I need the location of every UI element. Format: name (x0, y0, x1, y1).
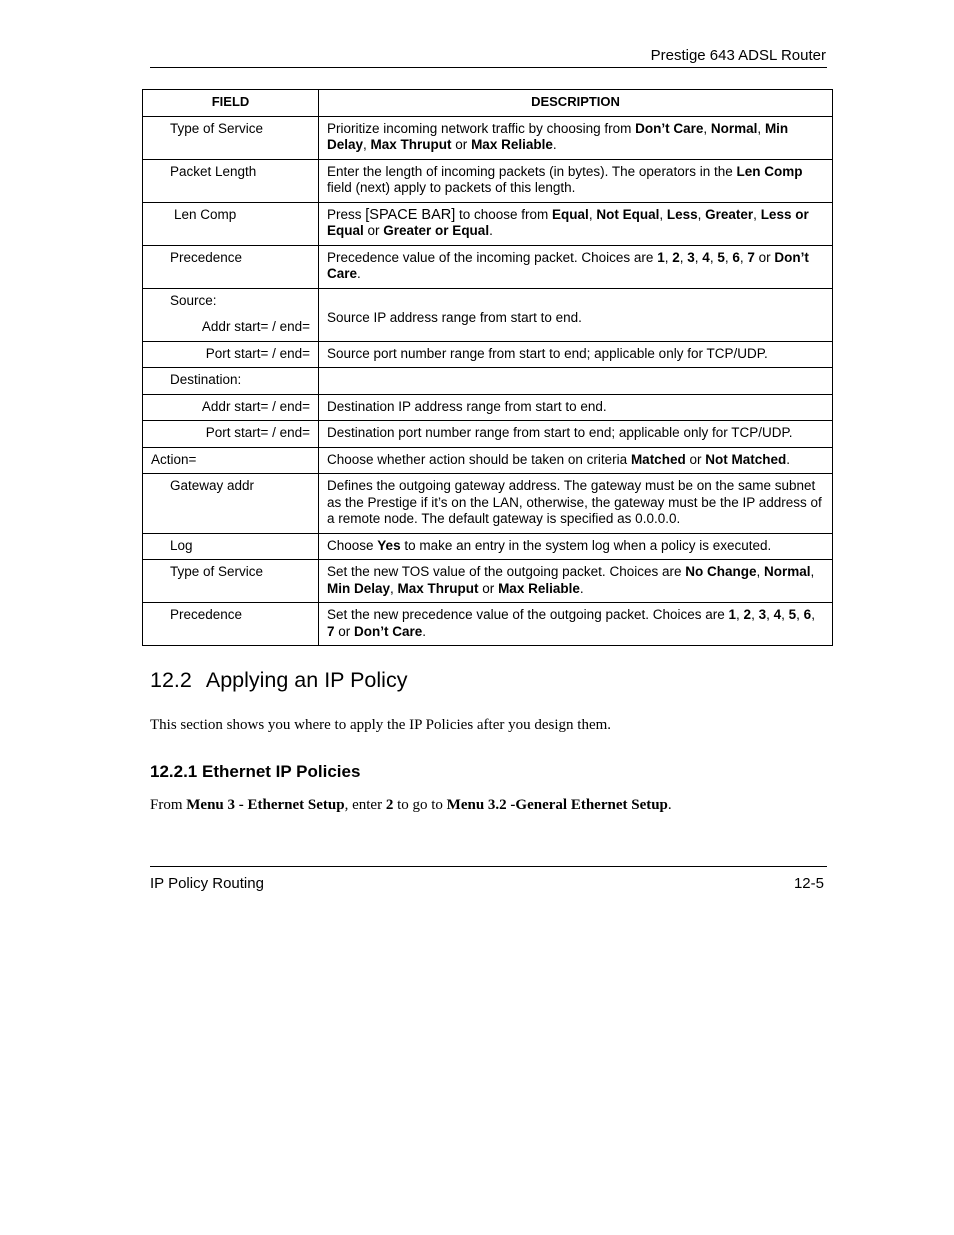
field-description: Enter the length of incoming packets (in bytes). The operators in the Len Comp field (next) apply to packets of this length. (319, 159, 833, 202)
table-row (143, 341, 833, 368)
field-description: Precedence value of the incoming packet. Choices are 1, 2, 3, 4, 5, 6, 7 or Don’t Care. (319, 245, 833, 288)
subsection-heading: 12.2.1 Ethernet IP Policies (150, 762, 361, 781)
field-description-table (142, 89, 833, 646)
section-title: Applying an IP Policy (205, 668, 408, 692)
field-name: Type of Service (170, 120, 264, 136)
table-row (143, 116, 833, 159)
section-heading (150, 668, 407, 693)
header-divider (150, 67, 827, 68)
footer-chapter-title: IP Policy Routing (150, 875, 264, 892)
section-number: 12.2 (150, 668, 192, 692)
field-name: Port start= / end= (205, 425, 310, 440)
field-name: Action= (151, 451, 197, 467)
table-row (143, 560, 833, 603)
table-row (143, 245, 833, 288)
table-row (143, 394, 833, 421)
footer-page-number: 12-5 (793, 875, 824, 892)
field-name: Destination: (170, 372, 242, 387)
field-description: Source IP address range from start to end. (319, 288, 833, 341)
page-header-title: Prestige 643 ADSL Router (650, 47, 826, 64)
field-name: Log (170, 537, 193, 553)
table-row (143, 474, 833, 534)
field-description: Choose Yes to make an entry in the system log when a policy is executed. (319, 533, 833, 560)
field-name: Type of Service (170, 564, 264, 579)
table-row (143, 288, 833, 341)
intro-paragraph: This section shows you where to apply the IP Policies after you design them. (150, 717, 612, 733)
table-row (143, 159, 833, 202)
field-description: Press [SPACE BAR] to choose from Equal, Not Equal, Less, Greater, Less or Equal or Greater or Equal. (319, 202, 833, 245)
table-row (143, 603, 833, 646)
field-description: Prioritize incoming network traffic by choosing from Don’t Care, Normal, Min Delay, Max Thruput or Max Reliable. (319, 116, 833, 159)
field-description: Source port number range from start to end; applicable only for TCP/UDP. (319, 341, 833, 368)
table-header-row (143, 90, 833, 117)
field-description: Set the new precedence value of the outgoing packet. Choices are 1, 2, 3, 4, 5, 6, 7 or Don’t Care. (319, 603, 833, 646)
table-row (143, 421, 833, 448)
table-row (143, 368, 833, 395)
field-name: Len Comp (174, 206, 237, 222)
field-name: Source: (170, 292, 217, 308)
table-row (143, 202, 833, 245)
instruction-paragraph: From Menu 3 - Ethernet Setup, enter 2 to go to Menu 3.2 -General Ethernet Setup. (150, 797, 672, 813)
field-description: Destination IP address range from start to end. (319, 394, 833, 421)
field-name: Precedence (170, 249, 243, 265)
field-name: Port start= / end= (205, 345, 310, 361)
field-description (319, 368, 833, 395)
footer-divider (150, 866, 827, 867)
field-name: Precedence (170, 607, 243, 622)
field-name: Gateway addr (170, 478, 255, 493)
column-header-field: FIELD (143, 90, 319, 117)
table-row (143, 533, 833, 560)
field-subname: Addr start= / end= (201, 319, 310, 334)
column-header-description: DESCRIPTION (319, 90, 833, 117)
field-description: Choose whether action should be taken on criteria Matched or Not Matched. (319, 447, 833, 474)
field-description: Set the new TOS value of the outgoing packet. Choices are No Change, Normal, Min Delay, Max Thruput or Max Reliable. (319, 560, 833, 603)
field-name: Addr start= / end= (201, 398, 310, 414)
table-row (143, 447, 833, 474)
field-description: Destination port number range from start to end; applicable only for TCP/UDP. (319, 421, 833, 448)
field-name: Packet Length (170, 163, 257, 179)
field-description: Defines the outgoing gateway address. The gateway must be on the same subnet as the Prestige if it’s on the LAN, otherwise, the gateway must be the IP address of a remote node. The default gateway is specified as 0.0.0.0. (319, 474, 833, 534)
